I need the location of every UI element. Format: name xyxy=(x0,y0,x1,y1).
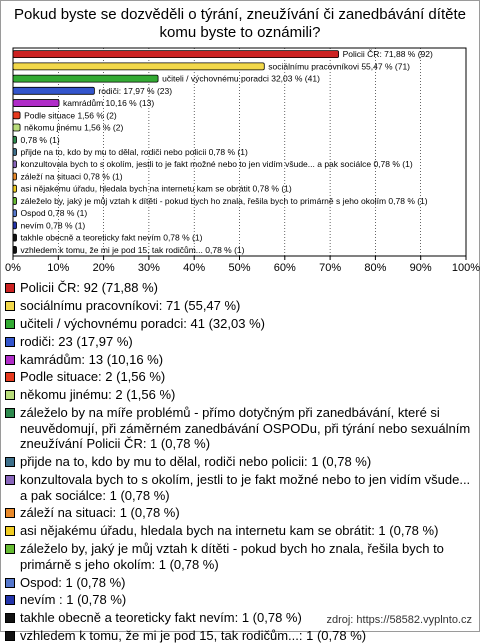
legend-swatch xyxy=(5,578,15,588)
bar-label: záleželo by, jaký je můj vztah k dítěti - pokud bych ho znala, řešila bych to primárně s jeho okolím 0,78 % (1) xyxy=(21,196,428,206)
legend-label: takhle obecně a teoreticky fakt nevím: 1 (0,78 %) xyxy=(20,610,302,625)
legend-label: přijde na to, kdo by mu to dělal, rodiči nebo policii: 1 (0,78 %) xyxy=(20,454,371,469)
bar xyxy=(13,100,59,107)
x-tick-label: 30% xyxy=(138,262,160,274)
bar xyxy=(13,173,17,180)
legend-label: Ospod: 1 (0,78 %) xyxy=(20,575,126,590)
bar xyxy=(13,87,94,94)
legend-swatch xyxy=(5,475,15,485)
legend-item xyxy=(4,387,476,403)
legend-swatch xyxy=(5,372,15,382)
legend-item xyxy=(4,592,476,608)
bar-label: Policii ČR: 71,88 % (92) xyxy=(343,49,433,59)
legend-swatch xyxy=(5,337,15,347)
legend-item xyxy=(4,628,476,644)
x-tick-label: 60% xyxy=(274,262,296,274)
x-tick-label: 70% xyxy=(319,262,341,274)
bar-label: přijde na to, kdo by mu to dělal, rodiči nebo policii 0,78 % (1) xyxy=(21,147,248,157)
legend-label: rodiči: 23 (17,97 %) xyxy=(20,334,133,349)
legend-label: záleží na situaci: 1 (0,78 %) xyxy=(20,505,180,520)
legend-swatch xyxy=(5,508,15,518)
bar xyxy=(13,222,17,229)
legend-label: sociálnímu pracovníkovi: 71 (55,47 %) xyxy=(20,298,240,313)
legend-item xyxy=(4,298,476,314)
legend-swatch xyxy=(5,319,15,329)
legend-item xyxy=(4,352,476,368)
legend-label: kamrádům: 13 (10,16 %) xyxy=(20,352,163,367)
legend-swatch xyxy=(5,526,15,536)
x-tick-label: 50% xyxy=(228,262,250,274)
bar-chart xyxy=(0,0,480,280)
legend-label: záleželo by, jaký je můj vztah k dítěti - pokud bych ho znala, řešila bych to primárně s jeho okolím: 1 (0,78 %) xyxy=(20,541,444,572)
x-tick-label: 80% xyxy=(364,262,386,274)
legend-label: konzultovala bych to s okolím, jestli to je fakt možné nebo to jen vidím všude... a pak sociálce: 1 (0,78 %) xyxy=(20,472,470,503)
legend-item xyxy=(4,280,476,296)
legend-label: učiteli / výchovnému poradci: 41 (32,03 %) xyxy=(20,316,265,331)
legend-swatch xyxy=(5,408,15,418)
legend-swatch xyxy=(5,631,15,641)
legend-item xyxy=(4,334,476,350)
legend-label: asi nějakému úřadu, hledala bych na internetu kam se obrátit: 1 (0,78 %) xyxy=(20,523,438,538)
legend-item xyxy=(4,541,476,572)
legend-item xyxy=(4,523,476,539)
bar-label: 0,78 % (1) xyxy=(21,135,60,145)
bar xyxy=(13,63,264,70)
x-tick-label: 90% xyxy=(410,262,432,274)
bar xyxy=(13,210,17,217)
legend-item xyxy=(4,369,476,385)
bar-label: sociálnímu pracovníkovi 55,47 % (71) xyxy=(268,61,410,71)
legend-item xyxy=(4,505,476,521)
legend-swatch xyxy=(5,544,15,554)
legend-item xyxy=(4,575,476,591)
bar xyxy=(13,51,339,58)
bar xyxy=(13,136,17,143)
legend-label: nevím : 1 (0,78 %) xyxy=(20,592,126,607)
legend-label: někomu jinému: 2 (1,56 %) xyxy=(20,387,175,402)
bar-label: takhle obecně a teoreticky fakt nevím 0,78 % (1) xyxy=(21,233,203,243)
legend-swatch xyxy=(5,390,15,400)
bar-label: Podle situace 1,56 % (2) xyxy=(24,110,117,120)
bar-label: záleží na situaci 0,78 % (1) xyxy=(21,171,123,181)
legend xyxy=(4,280,476,644)
bar xyxy=(13,197,17,204)
legend-swatch xyxy=(5,301,15,311)
legend-label: záleželo by na míře problémů - přímo dotyčným při zanedbávání, které si neuvědomují, při záměrném zanedbávání OSPODu, při týrání nebo sexuálním zneužívání Policii ČR: 1 (0,78 %) xyxy=(20,405,470,451)
bar xyxy=(13,161,17,168)
bar xyxy=(13,124,20,131)
source-note: zdroj: https://58582.vyplnto.cz xyxy=(326,614,472,626)
x-tick-label: 0% xyxy=(5,262,21,274)
bar xyxy=(13,149,17,156)
legend-label: vzhledem k tomu, že mi je pod 15, tak rodičům...: 1 (0,78 %) xyxy=(20,628,366,643)
legend-swatch xyxy=(5,283,15,293)
bar xyxy=(13,234,17,241)
legend-label: Policii ČR: 92 (71,88 %) xyxy=(20,280,158,295)
bar-label: rodiči: 17,97 % (23) xyxy=(98,86,172,96)
x-tick-label: 100% xyxy=(452,262,480,274)
bar-label: Ospod 0,78 % (1) xyxy=(21,208,88,218)
legend-swatch xyxy=(5,595,15,605)
bar-label: kamrádům 10,16 % (13) xyxy=(63,98,154,108)
bar-label: asi nějakému úřadu, hledala bych na internetu kam se obrátit 0,78 % (1) xyxy=(21,184,292,194)
bar xyxy=(13,112,20,119)
bar xyxy=(13,185,17,192)
legend-item xyxy=(4,405,476,452)
legend-item xyxy=(4,472,476,503)
legend-swatch xyxy=(5,355,15,365)
bar xyxy=(13,75,158,82)
bar-label: konzultovala bych to s okolím, jestli to je fakt možné nebo to jen vidím všude... a pak sociálce 0,78 % (1) xyxy=(21,159,413,169)
bar-label: vzhledem k tomu, že mi je pod 15, tak rodičům... 0,78 % (1) xyxy=(21,245,245,255)
legend-item xyxy=(4,316,476,332)
x-tick-label: 40% xyxy=(183,262,205,274)
legend-swatch xyxy=(5,457,15,467)
x-tick-label: 10% xyxy=(47,262,69,274)
bar-label: učiteli / výchovnému poradci 32,03 % (41) xyxy=(162,74,320,84)
x-tick-label: 20% xyxy=(93,262,115,274)
bar-label: někomu jinému 1,56 % (2) xyxy=(24,123,123,133)
legend-item xyxy=(4,454,476,470)
legend-swatch xyxy=(5,613,15,623)
legend-label: Podle situace: 2 (1,56 %) xyxy=(20,369,165,384)
chart-title: Pokud byste se dozvěděli o týrání, zneužívání či zanedbávání dítěte komu byste to oznámili? xyxy=(0,6,480,42)
bar-label: nevím 0,78 % (1) xyxy=(21,220,86,230)
bar xyxy=(13,246,17,253)
